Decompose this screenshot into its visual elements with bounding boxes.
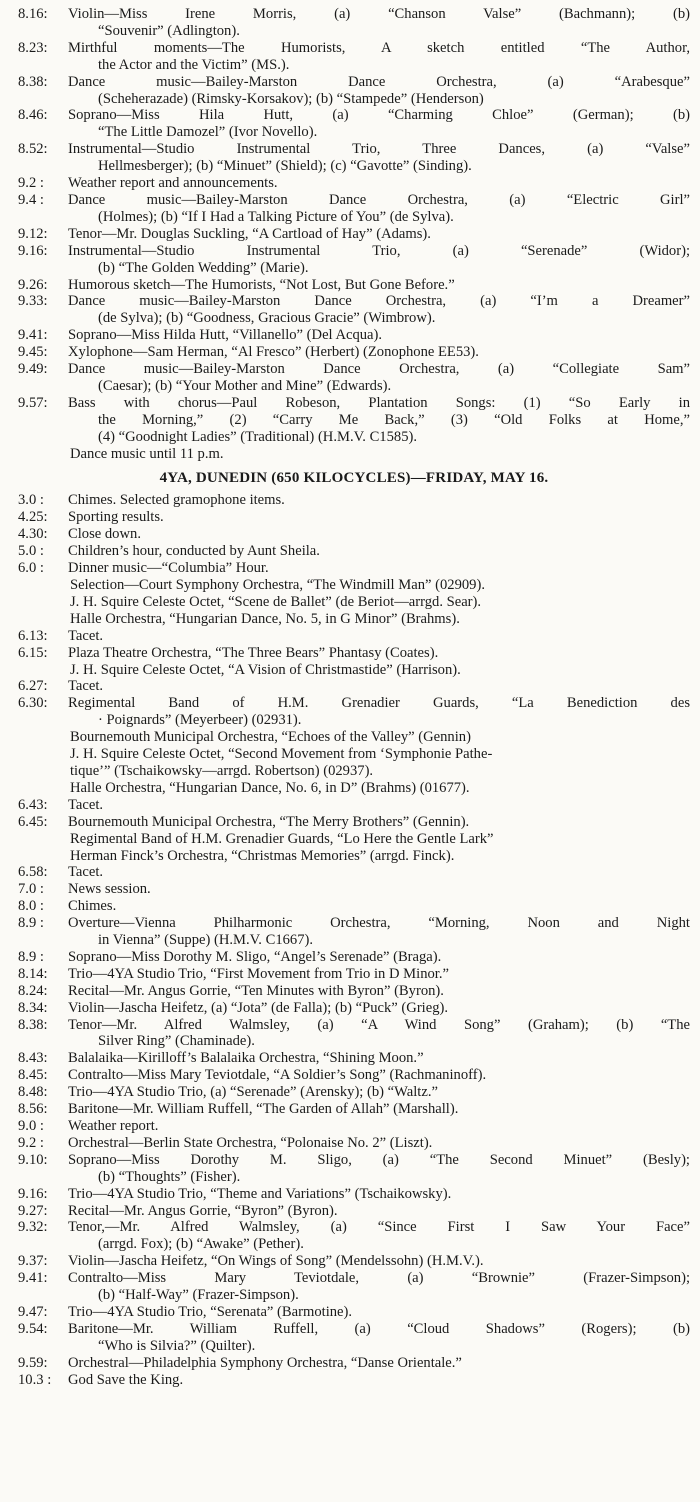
entry-line: Violin—Jascha Heifetz, (a) “Jota” (de Falla); (b) “Puck” (Grieg). [68,999,449,1016]
programme-entry [18,983,690,1000]
entry-line: Contralto—Miss Mary Teviotdale, (a) “Brownie” (Frazer-Simpson); [68,1270,690,1287]
entry-line: Xylophone—Sam Herman, “Al Fresco” (Herbert) (Zonophone EE53). [68,344,479,361]
entry-time: 6.15: [18,644,48,661]
entry-line: the Morning,” (2) “Carry Me Back,” (3) “Old Folks at Home,” [98,411,690,428]
entry-time: 7.0 : [18,881,44,898]
entry-time: 4.30: [18,526,48,543]
programme-entry [18,1270,690,1304]
entry-time: 9.47: [18,1303,48,1320]
programme-entry [18,1219,690,1253]
entry-line: Orchestral—Berlin State Orchestra, “Polonaise No. 2” (Liszt). [68,1134,433,1151]
entry-line: Tacet. [68,796,104,813]
entry-line: Soprano—Miss Dorothy M. Sligo, (a) “The Second Minuet” (Besly); [68,1151,690,1168]
entry-line: Overture—Vienna Philharmonic Orchestra, “Morning, Noon and Night [68,915,690,932]
programme-entry [18,277,690,294]
entry-time: 8.48: [18,1084,48,1101]
programme-entry [18,864,690,881]
entry-description [68,645,690,662]
programme-entry [18,797,690,814]
programme-closing-note: Dance music until 11 p.m. [70,445,224,462]
entry-line: the Actor and the Victim” (MS.). [98,56,290,73]
entry-line: (Caesar); (b) “Your Mother and Mine” (Edwards). [98,377,392,394]
entry-line: Plaza Theatre Orchestra, “The Three Bears” Phantasy (Coates). [68,644,439,661]
entry-description [68,1253,690,1270]
entry-line: Dance music—Bailey-Marston Dance Orchestra, (a) “Electric Girl” [68,191,690,208]
programme-entry [18,1050,690,1067]
programme-entry [18,1135,690,1152]
entry-line: (Scheherazade) (Rimsky-Korsakov); (b) “Stampede” (Henderson) [98,90,484,107]
entry-time: 9.41: [18,1270,48,1287]
entry-time: 6.45: [18,813,48,830]
entry-description [68,1270,690,1304]
programme-entry [18,293,690,327]
entry-line: Silver Ring” (Chaminade). [98,1033,255,1050]
entry-line: Chimes. Selected gramophone items. [68,492,285,509]
programme-entry [18,226,690,243]
programme-entry [18,645,690,662]
entry-time: 9.27: [18,1202,48,1219]
entry-description [68,1017,690,1051]
entry-description [68,361,690,395]
entry-time: 6.30: [18,695,48,712]
programme-entry [18,1152,690,1186]
entry-time: 9.16: [18,1185,48,1202]
programme-entry [18,192,690,226]
entry-time: 9.37: [18,1253,48,1270]
entry-description [68,628,690,645]
entry-line: Recital—Mr. Angus Gorrie, “Byron” (Byron). [68,1202,338,1219]
entry-description [68,175,690,192]
entry-line: “Who is Silvia?” (Quilter). [98,1337,256,1354]
entry-line: Sporting results. [68,509,164,526]
station-heading: 4YA, DUNEDIN (650 KILOCYCLES)—FRIDAY, MAY 16. [159,470,549,487]
entry-description [68,915,690,949]
entry-sub-item: J. H. Squire Celeste Octet, “A Vision of Christmastide” (Harrison). [70,661,461,678]
programme-entry [18,1084,690,1101]
entry-time: 8.34: [18,999,48,1016]
entry-line: God Save the King. [68,1371,184,1388]
programme-entry [18,881,690,898]
entry-line: Dance music—Bailey-Marston Dance Orchestra, (a) “Arabesque” [68,73,690,90]
entry-time: 9.41: [18,327,48,344]
entry-description [68,226,690,243]
programme-entry [18,526,690,543]
programme-entry [18,1017,690,1051]
entry-time: 8.43: [18,1050,48,1067]
programme-entry [18,1304,690,1321]
entry-time: 8.9 : [18,948,44,965]
entry-line: Trio—4YA Studio Trio, “Serenata” (Barmotine). [68,1303,353,1320]
programme-entry [18,492,690,509]
entry-line: Chimes. [68,898,117,915]
entry-sub-item: tique’” (Tschaikowsky—arrgd. Robertson) (02937). [70,762,374,779]
entry-line: Instrumental—Studio Instrumental Trio, (a) “Serenade” (Widor); [68,242,690,259]
entry-time: 8.45: [18,1067,48,1084]
programme-entry [18,107,690,141]
entry-description [68,1321,690,1355]
entry-line: “The Little Damozel” (Ivor Novello). [98,124,318,141]
entry-description [68,192,690,226]
entry-description [68,678,690,695]
entry-description [68,543,690,560]
entry-sub-item: J. H. Squire Celeste Octet, “Scene de Ballet” (de Beriot—arrgd. Sear). [70,593,482,610]
entry-description [68,526,690,543]
entry-time: 6.13: [18,627,48,644]
entry-line: Soprano—Miss Hilda Hutt, “Villanello” (Del Acqua). [68,327,383,344]
entry-time: 9.4 : [18,191,44,208]
entry-line: Weather report. [68,1118,159,1134]
entry-description [68,1101,690,1118]
entry-line: Balalaika—Kirilloff’s Balalaika Orchestra, “Shining Moon.” [68,1050,424,1067]
entry-sub-item: Halle Orchestra, “Hungarian Dance, No. 5, in G Minor” (Brahms). [70,610,460,627]
programme-entry [18,243,690,277]
entry-time: 8.38: [18,73,48,90]
entry-line: (de Sylva); (b) “Goodness, Gracious Gracie” (Wimbrow). [98,310,436,327]
programme-entry [18,1101,690,1118]
entry-line: Dinner music—“Columbia” Hour. [68,560,269,577]
entry-line: (arrgd. Fox); (b) “Awake” (Pether). [98,1236,304,1253]
entry-line: Hellmesberger); (b) “Minuet” (Shield); (c) “Gavotte” (Sinding). [98,158,472,175]
entry-description [68,1203,690,1220]
entry-time: 8.38: [18,1016,48,1033]
entry-time: 9.2 : [18,175,44,192]
programme-entry [18,1067,690,1084]
entry-time: 9.54: [18,1320,48,1337]
entry-line: Mirthful moments—The Humorists, A sketch entitled “The Author, [68,39,690,56]
entry-time: 9.10: [18,1151,48,1168]
entry-line: Tenor—Mr. Alfred Walmsley, (a) “A Wind Song” (Graham); (b) “The [68,1016,690,1033]
programme-entry [18,1118,690,1135]
programme-entry [18,74,690,108]
entry-line: Humorous sketch—The Humorists, “Not Lost, But Gone Before.” [68,276,455,293]
entry-time: 6.0 : [18,560,44,577]
entry-line: Trio—4YA Studio Trio, “First Movement from Trio in D Minor.” [68,965,449,982]
entry-time: 9.57: [18,394,48,411]
entry-line: Instrumental—Studio Instrumental Trio, Three Dances, (a) “Valse” [68,141,690,158]
entry-line: Bournemouth Municipal Orchestra, “The Merry Brothers” (Gennin). [68,813,470,830]
entry-line: · Poignards” (Meyerbeer) (02931). [98,712,302,729]
entry-description [68,40,690,74]
entry-line: Tenor,—Mr. Alfred Walmsley, (a) “Since First I Saw Your Face” [68,1219,690,1236]
entry-time: 9.59: [18,1354,48,1371]
entry-time: 8.56: [18,1101,48,1118]
entry-time: 8.24: [18,982,48,999]
entry-time: 5.0 : [18,543,44,560]
entry-line: Tacet. [68,627,104,644]
entry-time: 8.52: [18,141,48,158]
entry-description [68,1000,690,1017]
programme-entry [18,395,690,446]
programme-entry [18,1203,690,1220]
entry-description [68,966,690,983]
entry-description [68,881,690,898]
entry-time: 6.58: [18,864,48,881]
entry-time: 4.25: [18,509,48,526]
entry-description [68,1219,690,1253]
entry-line: Soprano—Miss Hila Hutt, (a) “Charming Chloe” (German); (b) [68,107,690,124]
entry-time: 8.0 : [18,898,44,915]
entry-line: News session. [68,881,151,898]
entry-line: (b) “The Golden Wedding” (Marie). [98,259,309,276]
programme-entry [18,678,690,695]
programme-entry [18,966,690,983]
entry-time: 9.0 : [18,1118,44,1134]
programme-entry [18,915,690,949]
entry-line: Regimental Band of H.M. Grenadier Guards, “La Benediction des [68,695,690,712]
entry-sub-item: Regimental Band of H.M. Grenadier Guards, “Lo Here the Gentle Lark” [70,830,494,847]
entry-time: 9.12: [18,225,48,242]
entry-description [68,560,690,577]
entry-time: 3.0 : [18,492,44,509]
entry-sub-item: Halle Orchestra, “Hungarian Dance, No. 6, in D” (Brahms) (01677). [70,779,470,796]
entry-description [68,492,690,509]
entry-line: Dance music—Bailey-Marston Dance Orchestra, (a) “I’m a Dreamer” [68,293,690,310]
entry-time: 9.2 : [18,1134,44,1151]
entry-sub-item: J. H. Squire Celeste Octet, “Second Movement from ‘Symphonie Pathe- [70,746,493,763]
entry-line: Baritone—Mr. William Ruffell, (a) “Cloud Shadows” (Rogers); (b) [68,1320,690,1337]
entry-line: (b) “Half-Way” (Frazer-Simpson). [98,1287,299,1304]
entry-line: Baritone—Mr. William Ruffell, “The Garden of Allah” (Marshall). [68,1101,459,1118]
entry-time: 10.3 : [18,1371,52,1388]
entry-line: Recital—Mr. Angus Gorrie, “Ten Minutes with Byron” (Byron). [68,982,444,999]
entry-description [68,327,690,344]
programme-entry [18,141,690,175]
entry-sub-item: Herman Finck’s Orchestra, “Christmas Memories” (arrgd. Finck). [70,847,455,864]
entry-time: 8.9 : [18,915,44,932]
entry-line: Orchestral—Philadelphia Symphony Orchestra, “Danse Orientale.” [68,1354,462,1371]
entry-line: Tacet. [68,678,104,695]
entry-time: 6.27: [18,678,48,695]
programme-entry [18,344,690,361]
entry-description [68,395,690,446]
programme-entry [18,1186,690,1203]
entry-description [68,243,690,277]
entry-description [68,141,690,175]
programme-entry [18,560,690,577]
entry-description [68,1152,690,1186]
entry-sub-item: Selection—Court Symphony Orchestra, “The Windmill Man” (02909). [70,577,485,593]
entry-line: Violin—Jascha Heifetz, “On Wings of Song” (Mendelssohn) (H.M.V.). [68,1253,484,1270]
entry-line: Weather report and announcements. [68,175,278,192]
programme-entry [18,1372,690,1389]
entry-description [68,695,690,729]
entry-description [68,1084,690,1101]
entry-description [68,1067,690,1084]
programme-entry [18,327,690,344]
programme-entry [18,543,690,560]
entry-description [68,949,690,966]
programme-entry [18,361,690,395]
entry-time: 8.46: [18,107,48,124]
entry-description [68,1304,690,1321]
entry-line: Children’s hour, conducted by Aunt Sheila. [68,543,320,560]
entry-description [68,983,690,1000]
entry-description [68,6,690,40]
entry-time: 9.33: [18,293,48,310]
entry-description [68,797,690,814]
entry-time: 6.43: [18,796,48,813]
entry-line: (b) “Thoughts” (Fisher). [98,1168,241,1185]
programme-entry [18,814,690,831]
entry-line: Trio—4YA Studio Trio, “Theme and Variations” (Tschaikowsky). [68,1185,452,1202]
programme-entry [18,6,690,40]
entry-line: (Holmes); (b) “If I Had a Talking Picture of You” (de Sylva). [98,208,454,225]
entry-description [68,1050,690,1067]
entry-time: 9.49: [18,361,48,378]
entry-time: 8.14: [18,965,48,982]
programme-entry [18,898,690,915]
entry-line: Soprano—Miss Dorothy M. Sligo, “Angel’s Serenade” (Braga). [68,948,442,965]
entry-time: 9.45: [18,344,48,361]
entry-description [68,1372,690,1389]
entry-description [68,1135,690,1152]
entry-description [68,74,690,108]
programme-entry [18,628,690,645]
entry-description [68,509,690,526]
entry-line: in Vienna” (Suppe) (H.M.V. C1667). [98,932,314,949]
programme-entry [18,509,690,526]
entry-description [68,898,690,915]
entry-line: Violin—Miss Irene Morris, (a) “Chanson Valse” (Bachmann); (b) [68,6,690,22]
entry-line: Close down. [68,526,141,543]
entry-sub-item: Bournemouth Municipal Orchestra, “Echoes of the Valley” (Gennin) [70,729,471,746]
programme-entry [18,949,690,966]
entry-description [68,107,690,141]
programme-entry [18,1355,690,1372]
entry-description [68,1118,690,1135]
entry-line: Bass with chorus—Paul Robeson, Plantation Songs: (1) “So Early in [68,394,690,411]
programme-entry [18,1000,690,1017]
entry-description [68,277,690,294]
entry-description [68,1355,690,1372]
programme-entry [18,1321,690,1355]
programme-entry [18,695,690,729]
entry-line: Tenor—Mr. Douglas Suckling, “A Cartload of Hay” (Adams). [68,225,431,242]
entry-description [68,1186,690,1203]
entry-time: 8.23: [18,39,48,56]
entry-description [68,344,690,361]
entry-time: 9.32: [18,1219,48,1236]
entry-line: Contralto—Miss Mary Teviotdale, “A Soldier’s Song” (Rachmaninoff). [68,1067,487,1084]
entry-line: (4) “Goodnight Ladies” (Traditional) (H.M.V. C1585). [98,428,417,445]
entry-line: Dance music—Bailey-Marston Dance Orchestra, (a) “Collegiate Sam” [68,361,690,378]
entry-description [68,814,690,831]
programme-section-2 [18,492,690,1388]
entry-time: 8.16: [18,6,48,22]
entry-line: Trio—4YA Studio Trio, (a) “Serenade” (Arensky); (b) “Waltz.” [68,1084,438,1101]
entry-line: “Souvenir” (Adlington). [98,22,240,39]
entry-line: Tacet. [68,864,104,881]
programme-section-1 [18,6,690,446]
entry-time: 9.26: [18,276,48,293]
programme-entry [18,40,690,74]
programme-entry [18,1253,690,1270]
programme-entry [18,175,690,192]
entry-time: 9.16: [18,242,48,259]
entry-description [68,293,690,327]
entry-description [68,864,690,881]
